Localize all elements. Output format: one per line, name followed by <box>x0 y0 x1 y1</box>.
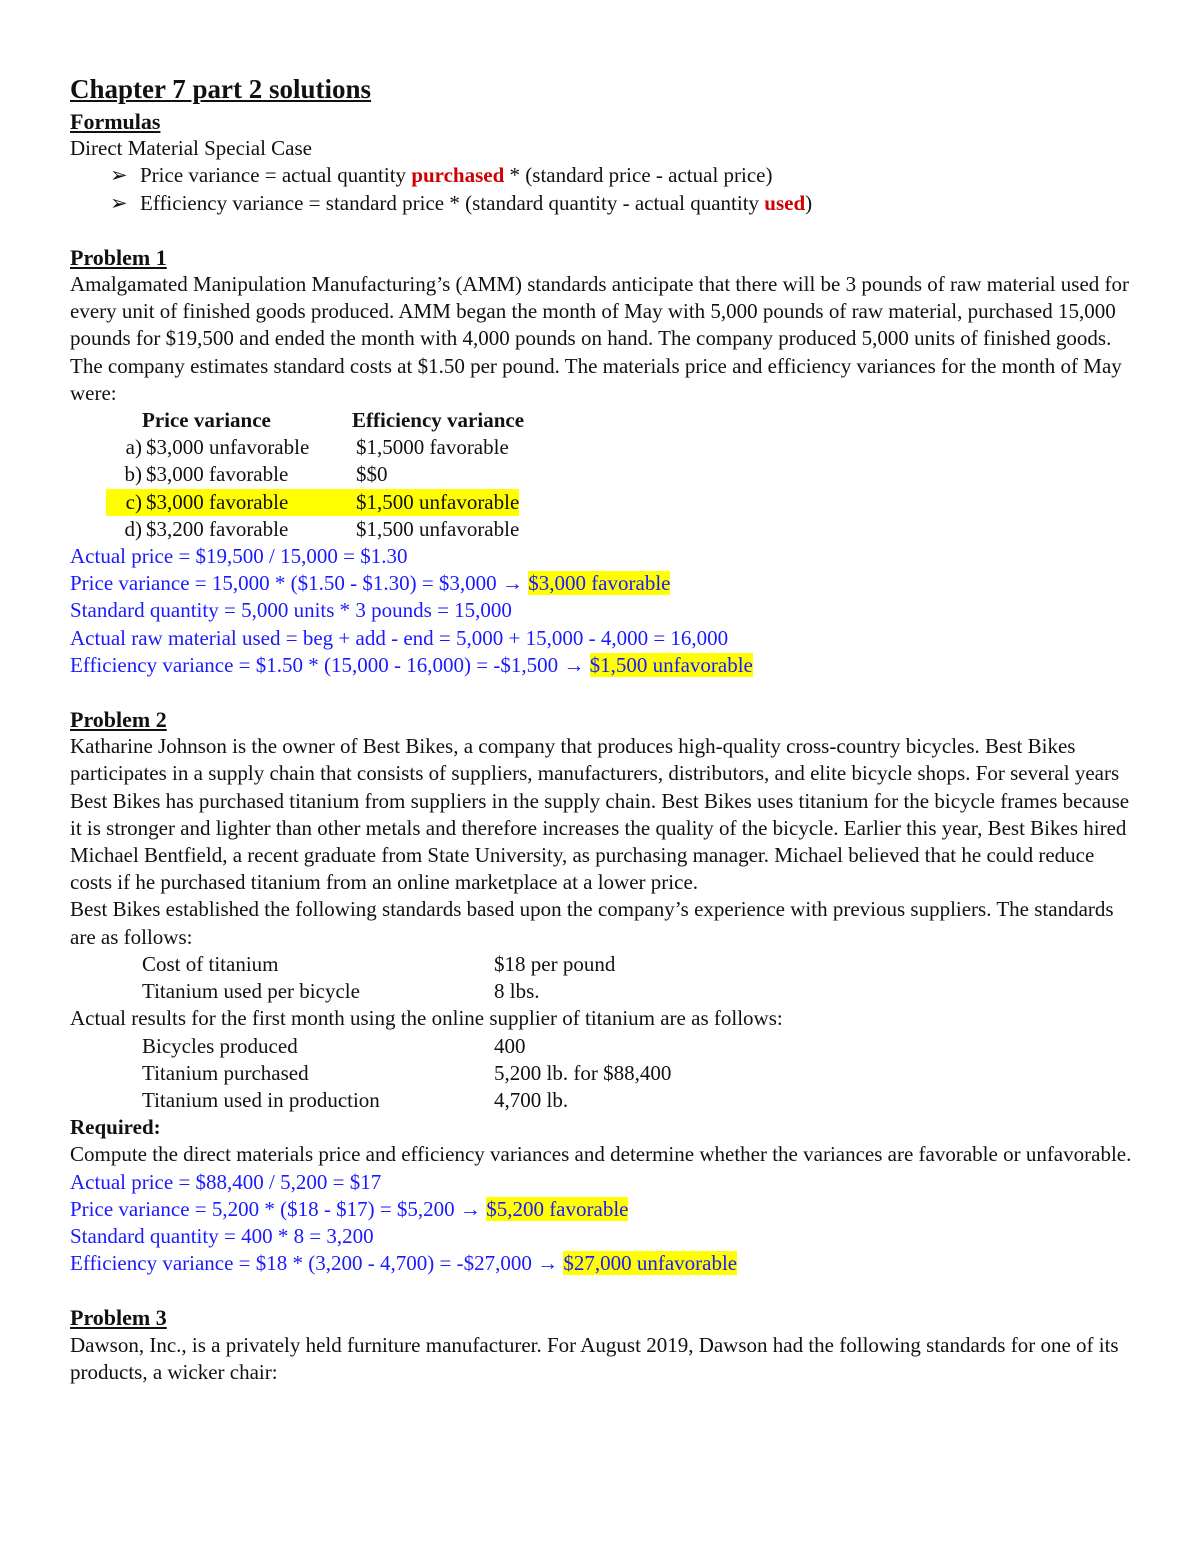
problem2-standards-intro: Best Bikes established the following standards based upon the company’s experience with previous suppliers. The standards are as follows: <box>70 897 1114 949</box>
efficiency-variance-header: Efficiency variance <box>352 408 525 433</box>
problem3-text: Dawson, Inc., is a privately held furniture manufacturer. For August 2019, Dawson had the following standards for one of its products, a wicker chair: <box>70 1332 1119 1384</box>
problem1-solution-line: Actual raw material used = beg + add - end = 5,000 + 15,000 - 4,000 = 16,000 <box>70 625 729 650</box>
option-a: a) $3,000 unfavorable $1,5000 favorable <box>125 435 509 460</box>
problem2-actuals-intro: Actual results for the first month using the online supplier of titanium are as follows: <box>70 1006 783 1031</box>
required-text: Compute the direct materials price and efficiency variances and determine whether the variances are favorable or unfavorable. <box>70 1142 1132 1167</box>
actuals-row: Titanium purchased 5,200 lb. for $88,400 <box>142 1060 672 1085</box>
problem2-solution-line: Actual price = $88,400 / 5,200 = $17 <box>70 1169 382 1194</box>
formulas-subheading: Direct Material Special Case <box>70 136 312 161</box>
actuals-row: Bicycles produced 400 <box>142 1033 526 1058</box>
required-label: Required: <box>70 1115 161 1140</box>
option-b: b) $3,000 favorable $$0 <box>124 462 388 487</box>
problem1-solution-line: Actual price = $19,500 / 15,000 = $1.30 <box>70 544 408 569</box>
problem1-solution-line: Standard quantity = 5,000 units * 3 pounds = 15,000 <box>70 598 512 623</box>
problem2-solution-line: Efficiency variance = $18 * (3,200 - 4,700) = -$27,000 → $27,000 unfavorable <box>70 1251 738 1276</box>
price-variance-header: Price variance <box>142 408 271 433</box>
document-page <box>70 72 1140 1386</box>
option-d: d) $3,200 favorable $1,500 unfavorable <box>124 516 520 541</box>
problem2-text: Katharine Johnson is the owner of Best Bikes, a company that produces high-quality cross-country bicycles. Best Bikes participates in a supply chain that consists of suppliers, manufacturers, distributors, and elite bicycle shops. For several years Best Bikes has purchased titanium from suppliers in the supply chain. Best Bikes uses titanium for the bicycle frames because it is stronger and lighter than other metals and therefore increases the quality of the bicycle. Earlier this year, Best Bikes hired Michael Bentfield, a recent graduate from State University, as purchasing manager. Michael believed that he could reduce costs if he purchased titanium from an online marketplace at a lower price. <box>70 734 1130 895</box>
formula-bullet-price: ➢ Price variance = actual quantity purchased * (standard price - actual price) <box>70 162 1140 189</box>
problem1-solution-line: Efficiency variance = $1.50 * (15,000 - 16,000) = -$1,500 → $1,500 unfavorable <box>70 652 753 677</box>
option-c-correct: c) $3,000 favorable $1,500 unfavorable <box>70 489 1140 516</box>
standards-row: Titanium used per bicycle 8 lbs. <box>142 979 540 1004</box>
actuals-row: Titanium used in production 4,700 lb. <box>142 1087 569 1112</box>
formula-bullet-efficiency: ➢ Efficiency variance = standard price * (standard quantity - actual quantity used) <box>70 190 1140 217</box>
problem2-solution-line: Standard quantity = 400 * 8 = 3,200 <box>70 1223 374 1248</box>
highlighted-answer: $1,500 unfavorable <box>589 652 753 677</box>
formulas-heading: Formulas <box>70 109 161 134</box>
standards-row: Cost of titanium $18 per pound <box>142 951 616 976</box>
highlighted-answer: $27,000 unfavorable <box>563 1251 738 1276</box>
highlighted-answer: $3,000 favorable <box>528 571 671 596</box>
problem2-heading: Problem 2 <box>70 707 167 733</box>
problem2-solution-line: Price variance = 5,200 * ($18 - $17) = $5,200 → $5,200 favorable <box>70 1196 629 1221</box>
problem3-heading: Problem 3 <box>70 1305 167 1331</box>
arrow-bullet-icon: ➢ <box>110 190 128 215</box>
highlighted-answer: $5,200 favorable <box>486 1196 629 1221</box>
problem1-heading: Problem 1 <box>70 244 167 270</box>
arrow-bullet-icon: ➢ <box>110 163 128 188</box>
problem1-text: Amalgamated Manipulation Manufacturing’s (AMM) standards anticipate that there will be 3 pounds of raw material used for every unit of finished goods produced. AMM began the month of May with 5,000 pounds of raw material, purchased 15,000 pounds for $19,500 and ended the month with 4,000 pounds on hand. The company produced 5,000 units of finished goods. The company estimates standard costs at $1.50 per pound. The materials price and efficiency variances for the month of May were: <box>70 272 1130 405</box>
problem1-column-headers <box>70 407 1140 434</box>
problem1-solution-line: Price variance = 15,000 * ($1.50 - $1.30) = $3,000 → $3,000 favorable <box>70 571 671 596</box>
page-title: Chapter 7 part 2 solutions <box>70 74 372 104</box>
